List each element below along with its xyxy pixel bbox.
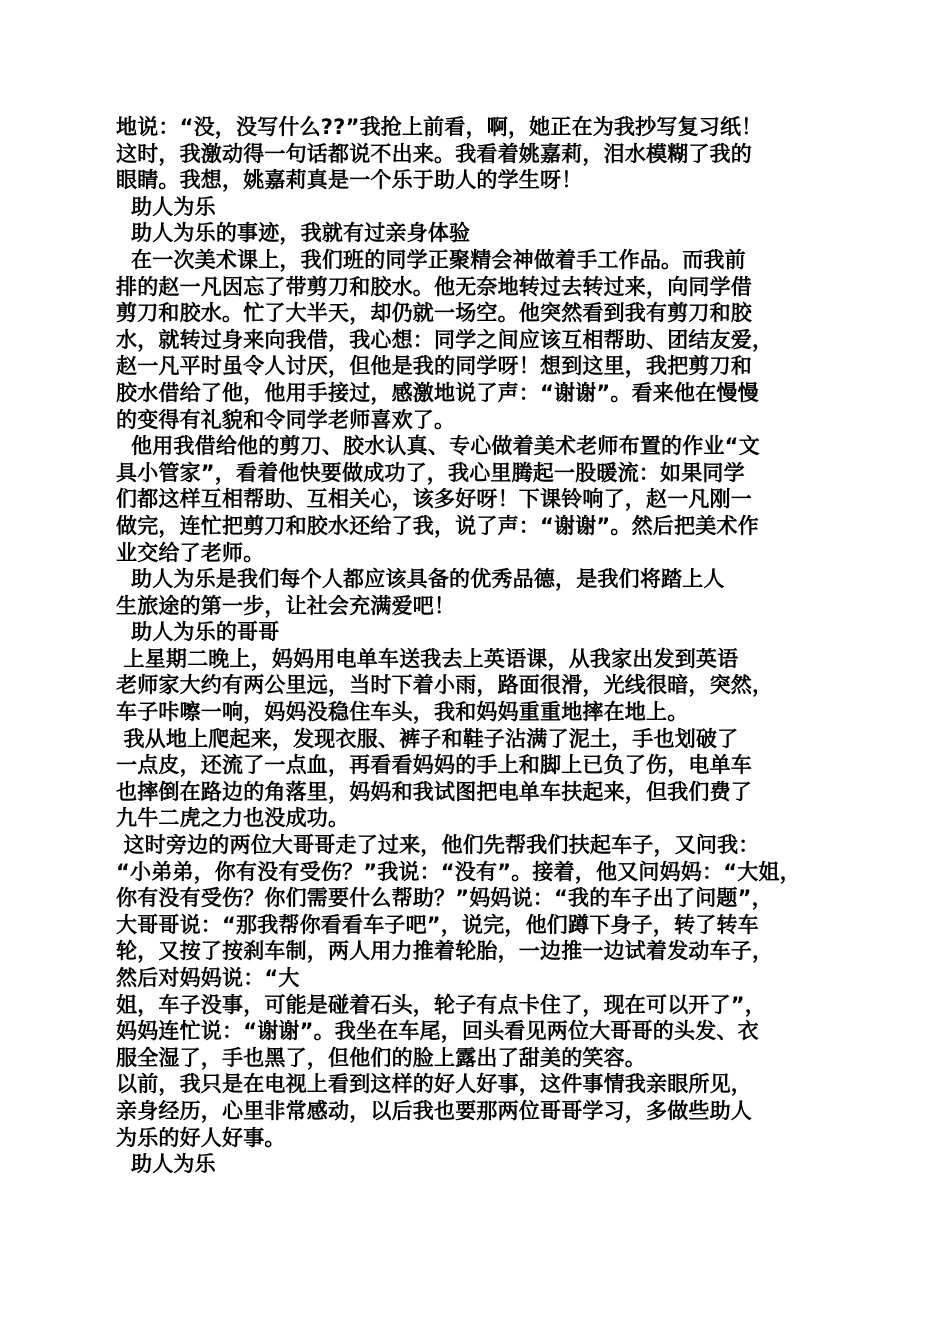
- text-line: 以前，我只是在电视上看到这样的好人好事，这件事情我亲眼所见，: [116, 1072, 752, 1097]
- text-line: 服全湿了，手也黑了，但他们的脸上露出了甜美的笑容。: [116, 1045, 646, 1070]
- section-heading: 助人为乐的哥哥: [116, 620, 280, 645]
- text-line: 妈妈连忙说：“谢谢”。我坐在车尾，回头看见两位大哥哥的头发、衣: [116, 1019, 759, 1044]
- text-line: 水，就转过身来向我借，我心想：同学之间应该互相帮助、团结友爱，: [116, 327, 774, 352]
- text-line: 车子咔嚓一响，妈妈没稳住车头，我和妈妈重重地摔在地上。: [116, 700, 689, 725]
- text-line: 排的赵一凡因忘了带剪刀和胶水。他无奈地转过去转过来，向同学借: [116, 274, 752, 299]
- text-line: 大哥哥说：“那我帮你看看车子吧”，说完，他们蹲下身子，转了转车: [116, 912, 759, 937]
- text-line: 亲身经历，心里非常感动，以后我也要那两位哥哥学习，多做些助人: [116, 1098, 752, 1123]
- text-line: 的变得有礼貌和令同学老师喜欢了。: [116, 407, 456, 432]
- text-line: 业交给了老师。: [116, 540, 265, 565]
- section-heading: 助人为乐: [116, 1152, 216, 1177]
- text-line: 这时旁边的两位大哥哥走了过来，他们先帮我们扶起车子，又问我：: [116, 833, 760, 858]
- text-line: 做完，连忙把剪刀和胶水还给了我，说了声：“谢谢”。然后把美术作: [116, 513, 759, 538]
- text-line: 剪刀和胶水。忙了大半天，却仍就一场空。他突然看到我有剪刀和胶: [116, 301, 752, 326]
- text-line: 轮，又按了按刹车制，两人用力推着轮胎，一边推一边试着发动车子，: [116, 939, 774, 964]
- text-line: 赵一凡平时虽令人讨厌，但他是我的同学呀！想到这里，我把剪刀和: [116, 354, 752, 379]
- text-line: 老师家大约有两公里远，当时下着小雨，路面很滑，光线很暗，突然，: [116, 673, 774, 698]
- text-line: 然后对妈妈说：“大: [116, 966, 300, 990]
- text-line: 姐，车子没事，可能是碰着石头，轮子有点卡住了，现在可以开了”，: [116, 992, 766, 1017]
- text-line: 一点皮，还流了一点血，再看看妈妈的手上和脚上已负了伤，电单车: [116, 753, 752, 778]
- text-line: 也摔倒在路边的角落里，妈妈和我试图把电单车扶起来，但我们费了: [116, 779, 752, 804]
- text-line: 他用我借给他的剪刀、胶水认真、专心做着美术老师布置的作业“文: [116, 434, 760, 459]
- text-line: 九牛二虎之力也没成功。: [116, 806, 350, 831]
- text-line: 为乐的好人好事。: [116, 1125, 286, 1150]
- text-line: 们都这样互相帮助、互相关心，该多好呀！下课铃响了，赵一凡刚一: [116, 487, 752, 512]
- text-line: 助人为乐的事迹，我就有过亲身体验: [116, 221, 471, 246]
- text-line: 眼睛。我想，姚嘉莉真是一个乐于助人的学生呀！: [116, 168, 583, 193]
- text-line: “小弟弟，你有没有受伤？”我说：“没有”。接着，他又问妈妈：“大姐，: [116, 859, 801, 884]
- section-heading: 助人为乐: [116, 194, 216, 219]
- text-line: 这时，我激动得一句话都说不出来。我看着姚嘉莉，泪水模糊了我的: [116, 141, 752, 166]
- text-line: 地说：“没，没写什么??”我抢上前看，啊，她正在为我抄写复习纸！: [116, 115, 763, 139]
- text-line: 具小管家”，看着他快要做成功了，我心里腾起一股暖流：如果同学: [116, 460, 745, 485]
- document-page: [116, 114, 856, 1178]
- text-line: 我从地上爬起来，发现衣服、裤子和鞋子沾满了泥土，手也划破了: [116, 726, 739, 751]
- text-line: 助人为乐是我们每个人都应该具备的优秀品德，是我们将踏上人: [116, 567, 725, 592]
- text-line: 生旅途的第一步，让社会充满爱吧！: [116, 593, 456, 618]
- text-line: 在一次美术课上，我们班的同学正聚精会神做着手工作品。而我前: [116, 247, 746, 272]
- text-line: 胶水借给了他，他用手接过，感激地说了声：“谢谢”。看来他在慢慢: [116, 380, 759, 405]
- text-line: 上星期二晚上，妈妈用电单车送我去上英语课，从我家出发到英语: [116, 646, 739, 671]
- text-line: 你有没有受伤？你们需要什么帮助？”妈妈说：“我的车子出了问题”，: [116, 886, 773, 911]
